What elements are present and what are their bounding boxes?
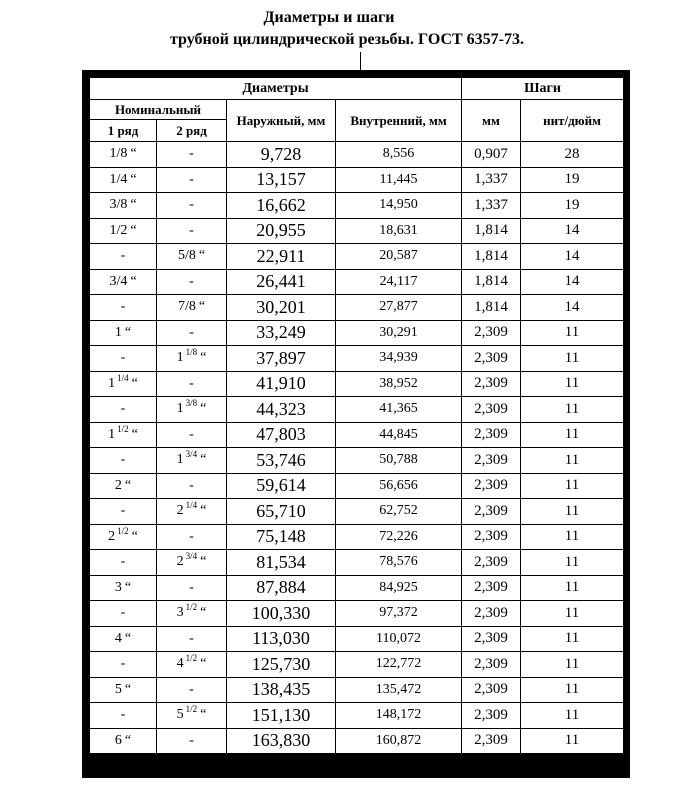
table-row bbox=[90, 269, 624, 295]
cell-row2 bbox=[157, 626, 227, 652]
cell-row1-value: 1/2 bbox=[109, 222, 128, 238]
table-row bbox=[90, 193, 624, 219]
cell-outer-diameter: 65,710 bbox=[227, 499, 336, 525]
cell-row1 bbox=[90, 677, 157, 703]
cell-step-mm: 2,309 bbox=[462, 677, 521, 703]
cell-inner-diameter: 11,445 bbox=[336, 167, 462, 193]
cell-row2-value: 4 bbox=[176, 656, 184, 672]
cell-step-mm: 2,309 bbox=[462, 499, 521, 525]
cell-step-mm: 2,309 bbox=[462, 371, 521, 397]
thread-table bbox=[89, 77, 624, 754]
cell-outer-diameter: 81,534 bbox=[227, 550, 336, 576]
table-row bbox=[90, 320, 624, 346]
table-row bbox=[90, 422, 624, 448]
cell-step-mm: 2,309 bbox=[462, 728, 521, 754]
cell-row1 bbox=[90, 346, 157, 372]
cell-row1-inch-mark: “ bbox=[130, 197, 137, 213]
cell-outer-diameter: 151,130 bbox=[227, 703, 336, 729]
cell-row2-value: - bbox=[189, 273, 194, 289]
cell-row1 bbox=[90, 218, 157, 244]
cell-row2-value: 7/8 bbox=[177, 299, 196, 315]
cell-threads-per-inch: 14 bbox=[521, 269, 624, 295]
cell-step-mm: 2,309 bbox=[462, 473, 521, 499]
cell-row2-value: - bbox=[189, 426, 194, 442]
cell-threads-per-inch: 28 bbox=[521, 142, 624, 168]
cell-row2 bbox=[157, 193, 227, 219]
cell-row1-inch-mark: “ bbox=[124, 579, 132, 595]
header-outer: Наружный, мм bbox=[227, 100, 336, 142]
cell-row2 bbox=[157, 601, 227, 627]
cell-step-mm: 2,309 bbox=[462, 601, 521, 627]
table-row bbox=[90, 575, 624, 601]
cell-row2-value: - bbox=[189, 681, 194, 697]
cell-row2 bbox=[157, 244, 227, 270]
cell-row1 bbox=[90, 601, 157, 627]
cell-row2-inch-mark: “ bbox=[198, 248, 206, 264]
cell-step-mm: 2,309 bbox=[462, 320, 521, 346]
cell-row2-value: 1 bbox=[176, 452, 184, 468]
cell-inner-diameter: 38,952 bbox=[336, 371, 462, 397]
table-row bbox=[90, 499, 624, 525]
cell-row2-inch-mark: “ bbox=[200, 401, 207, 417]
cell-threads-per-inch: 11 bbox=[521, 626, 624, 652]
cell-row2-value: 3 bbox=[176, 605, 184, 621]
cell-row1 bbox=[90, 167, 157, 193]
cell-inner-diameter: 34,939 bbox=[336, 346, 462, 372]
cell-row2-value: - bbox=[189, 324, 194, 340]
cell-outer-diameter: 87,884 bbox=[227, 575, 336, 601]
cell-threads-per-inch: 11 bbox=[521, 703, 624, 729]
cell-inner-diameter: 97,372 bbox=[336, 601, 462, 627]
cell-row1-value: 1/4 bbox=[109, 171, 128, 187]
cell-row2 bbox=[157, 703, 227, 729]
cell-row1-fraction: 1/4 bbox=[117, 372, 129, 383]
header-mm: мм bbox=[462, 100, 521, 142]
cell-row2 bbox=[157, 499, 227, 525]
cell-row1 bbox=[90, 448, 157, 474]
table-row bbox=[90, 677, 624, 703]
cell-row2 bbox=[157, 652, 227, 678]
cell-row2 bbox=[157, 295, 227, 321]
cell-outer-diameter: 20,955 bbox=[227, 218, 336, 244]
cell-row1 bbox=[90, 244, 157, 270]
cell-outer-diameter: 33,249 bbox=[227, 320, 336, 346]
cell-outer-diameter: 16,662 bbox=[227, 193, 336, 219]
cell-inner-diameter: 24,117 bbox=[336, 269, 462, 295]
table-row bbox=[90, 601, 624, 627]
cell-row2-inch-mark: “ bbox=[200, 707, 207, 723]
cell-step-mm: 2,309 bbox=[462, 550, 521, 576]
cell-row2-value: 5 bbox=[176, 707, 184, 723]
cell-inner-diameter: 8,556 bbox=[336, 142, 462, 168]
header-tpi: нит/дюйм bbox=[521, 100, 624, 142]
table-row bbox=[90, 550, 624, 576]
table-row bbox=[90, 371, 624, 397]
cell-threads-per-inch: 11 bbox=[521, 320, 624, 346]
cell-inner-diameter: 41,365 bbox=[336, 397, 462, 423]
cell-row1-inch-mark: “ bbox=[131, 528, 138, 544]
page-title: Диаметры и шаги bbox=[263, 9, 395, 26]
cell-row1-value: - bbox=[120, 554, 126, 570]
cell-outer-diameter: 37,897 bbox=[227, 346, 336, 372]
cell-step-mm: 2,309 bbox=[462, 524, 521, 550]
table-row bbox=[90, 524, 624, 550]
cell-row1-value: - bbox=[120, 350, 126, 366]
cell-row2-value: - bbox=[189, 375, 194, 391]
cell-row1-value: - bbox=[120, 299, 126, 315]
cell-inner-diameter: 148,172 bbox=[336, 703, 462, 729]
cell-row1 bbox=[90, 575, 157, 601]
cell-step-mm: 1,814 bbox=[462, 218, 521, 244]
cell-outer-diameter: 138,435 bbox=[227, 677, 336, 703]
cell-row2-value: - bbox=[189, 146, 194, 162]
cell-step-mm: 2,309 bbox=[462, 422, 521, 448]
cell-step-mm: 1,814 bbox=[462, 295, 521, 321]
cell-row1 bbox=[90, 499, 157, 525]
header-nominal: Номинальный bbox=[90, 100, 227, 120]
cell-threads-per-inch: 11 bbox=[521, 524, 624, 550]
header-steps: Шаги bbox=[462, 78, 624, 100]
cell-outer-diameter: 100,330 bbox=[227, 601, 336, 627]
cell-inner-diameter: 30,291 bbox=[336, 320, 462, 346]
cell-row2-value: - bbox=[189, 222, 194, 238]
cell-outer-diameter: 22,911 bbox=[227, 244, 336, 270]
header-inner: Внутренний, мм bbox=[336, 100, 462, 142]
cell-row1-inch-mark: “ bbox=[130, 222, 137, 238]
cell-step-mm: 2,309 bbox=[462, 703, 521, 729]
cell-outer-diameter: 163,830 bbox=[227, 728, 336, 754]
cell-threads-per-inch: 11 bbox=[521, 473, 624, 499]
cell-row1-inch-mark: “ bbox=[131, 426, 138, 442]
cell-row2-value: 1 bbox=[176, 350, 184, 366]
cell-row1-value: 1 bbox=[108, 426, 116, 442]
page-subtitle: трубной цилиндрической резьбы. ГОСТ 6357-73. bbox=[169, 31, 525, 48]
cell-outer-diameter: 75,148 bbox=[227, 524, 336, 550]
cell-row1-value: 3/8 bbox=[109, 197, 128, 213]
cell-outer-diameter: 59,614 bbox=[227, 473, 336, 499]
cell-row2-fraction: 3/8 bbox=[185, 398, 198, 409]
cell-row2 bbox=[157, 677, 227, 703]
cell-row1-value: - bbox=[120, 656, 126, 672]
cell-row2 bbox=[157, 473, 227, 499]
cell-row1-value: 3/4 bbox=[109, 273, 128, 289]
cell-row2-value: - bbox=[189, 732, 194, 748]
cell-row1-value: - bbox=[120, 401, 126, 417]
cell-outer-diameter: 44,323 bbox=[227, 397, 336, 423]
cell-row1-value: 1 bbox=[114, 324, 122, 340]
cell-threads-per-inch: 11 bbox=[521, 397, 624, 423]
cell-row1-value: 5 bbox=[114, 681, 122, 697]
cell-row1-value: 1/8 bbox=[109, 146, 128, 162]
cell-row1 bbox=[90, 193, 157, 219]
cell-step-mm: 1,814 bbox=[462, 269, 521, 295]
cell-row1-inch-mark: “ bbox=[124, 732, 132, 748]
cell-row2-value: - bbox=[189, 579, 194, 595]
cell-inner-diameter: 18,631 bbox=[336, 218, 462, 244]
table-row bbox=[90, 244, 624, 270]
cell-row1-value: - bbox=[120, 248, 126, 264]
table-frame bbox=[82, 70, 630, 778]
cell-step-mm: 1,337 bbox=[462, 193, 521, 219]
header-diameters: Диаметры bbox=[90, 78, 462, 100]
header-row2: 2 ряд bbox=[157, 120, 227, 142]
cell-row1-value: - bbox=[120, 503, 126, 519]
cell-inner-diameter: 14,950 bbox=[336, 193, 462, 219]
cell-outer-diameter: 53,746 bbox=[227, 448, 336, 474]
cell-row2 bbox=[157, 728, 227, 754]
cell-row2-inch-mark: “ bbox=[200, 503, 207, 519]
cell-threads-per-inch: 11 bbox=[521, 550, 624, 576]
table-row bbox=[90, 346, 624, 372]
table-row bbox=[90, 167, 624, 193]
table-row bbox=[90, 142, 624, 168]
cell-row1 bbox=[90, 550, 157, 576]
cell-row2 bbox=[157, 371, 227, 397]
cell-row2-fraction: 3/4 bbox=[185, 551, 198, 562]
header-row1: 1 ряд bbox=[90, 120, 157, 142]
cell-inner-diameter: 110,072 bbox=[336, 626, 462, 652]
cell-row1 bbox=[90, 295, 157, 321]
table-row bbox=[90, 218, 624, 244]
cell-row1-inch-mark: “ bbox=[130, 171, 137, 187]
cell-outer-diameter: 9,728 bbox=[227, 142, 336, 168]
cell-row1-inch-mark: “ bbox=[124, 630, 132, 646]
cell-row2-fraction: 1/2 bbox=[185, 602, 198, 613]
cell-step-mm: 2,309 bbox=[462, 448, 521, 474]
cell-row2-value: 5/8 bbox=[177, 248, 196, 264]
cell-threads-per-inch: 11 bbox=[521, 677, 624, 703]
cell-row2-fraction: 1/4 bbox=[185, 500, 198, 511]
cell-row1-value: 2 bbox=[114, 477, 122, 493]
cell-outer-diameter: 47,803 bbox=[227, 422, 336, 448]
cell-row1-fraction: 1/2 bbox=[117, 525, 129, 536]
cell-row2-inch-mark: “ bbox=[200, 605, 207, 621]
cell-row1 bbox=[90, 626, 157, 652]
cell-inner-diameter: 56,656 bbox=[336, 473, 462, 499]
cell-row1 bbox=[90, 397, 157, 423]
cell-row2-fraction: 1/8 bbox=[185, 347, 198, 358]
cell-threads-per-inch: 11 bbox=[521, 371, 624, 397]
cell-row1 bbox=[90, 320, 157, 346]
cell-row1-inch-mark: “ bbox=[124, 324, 132, 340]
cell-inner-diameter: 44,845 bbox=[336, 422, 462, 448]
cell-inner-diameter: 72,226 bbox=[336, 524, 462, 550]
cell-row2-inch-mark: “ bbox=[200, 350, 207, 366]
cell-row2 bbox=[157, 167, 227, 193]
cell-inner-diameter: 62,752 bbox=[336, 499, 462, 525]
cell-threads-per-inch: 11 bbox=[521, 601, 624, 627]
cell-row2-value: - bbox=[189, 630, 194, 646]
cell-outer-diameter: 13,157 bbox=[227, 167, 336, 193]
title-connector-line bbox=[360, 52, 361, 72]
cell-row1 bbox=[90, 142, 157, 168]
cell-row2 bbox=[157, 575, 227, 601]
cell-row1 bbox=[90, 371, 157, 397]
cell-row2-fraction: 1/2 bbox=[185, 653, 198, 664]
cell-threads-per-inch: 11 bbox=[521, 499, 624, 525]
cell-row1-inch-mark: “ bbox=[130, 146, 137, 162]
cell-row2-value: 1 bbox=[176, 401, 184, 417]
cell-step-mm: 1,814 bbox=[462, 244, 521, 270]
cell-outer-diameter: 30,201 bbox=[227, 295, 336, 321]
cell-threads-per-inch: 19 bbox=[521, 193, 624, 219]
cell-row2 bbox=[157, 269, 227, 295]
cell-step-mm: 2,309 bbox=[462, 575, 521, 601]
cell-row2 bbox=[157, 218, 227, 244]
cell-row2 bbox=[157, 448, 227, 474]
cell-row2-value: - bbox=[189, 197, 194, 213]
cell-row1-inch-mark: “ bbox=[130, 273, 137, 289]
cell-threads-per-inch: 11 bbox=[521, 652, 624, 678]
cell-row1-value: - bbox=[120, 452, 126, 468]
cell-row1 bbox=[90, 703, 157, 729]
cell-row2 bbox=[157, 142, 227, 168]
cell-row1-fraction: 1/2 bbox=[117, 423, 129, 434]
table-row bbox=[90, 728, 624, 754]
cell-row1-value: 4 bbox=[114, 630, 122, 646]
cell-row1-value: 6 bbox=[114, 732, 122, 748]
cell-step-mm: 1,337 bbox=[462, 167, 521, 193]
cell-row1-value: 1 bbox=[108, 375, 116, 391]
cell-row2-value: - bbox=[189, 477, 194, 493]
cell-row2 bbox=[157, 524, 227, 550]
cell-inner-diameter: 20,587 bbox=[336, 244, 462, 270]
cell-row2-value: - bbox=[189, 171, 194, 187]
cell-row1 bbox=[90, 269, 157, 295]
cell-row2-value: - bbox=[189, 528, 194, 544]
cell-row2-inch-mark: “ bbox=[198, 299, 206, 315]
cell-row1-value: - bbox=[120, 707, 126, 723]
cell-row1-value: 3 bbox=[114, 579, 122, 595]
cell-row2-inch-mark: “ bbox=[200, 656, 207, 672]
cell-step-mm: 2,309 bbox=[462, 652, 521, 678]
cell-row1 bbox=[90, 422, 157, 448]
cell-outer-diameter: 26,441 bbox=[227, 269, 336, 295]
cell-row2-inch-mark: “ bbox=[200, 452, 207, 468]
cell-threads-per-inch: 14 bbox=[521, 244, 624, 270]
cell-row2-fraction: 3/4 bbox=[185, 449, 198, 460]
cell-inner-diameter: 27,877 bbox=[336, 295, 462, 321]
cell-row2 bbox=[157, 397, 227, 423]
cell-row2 bbox=[157, 550, 227, 576]
cell-step-mm: 2,309 bbox=[462, 397, 521, 423]
table-row bbox=[90, 473, 624, 499]
cell-outer-diameter: 113,030 bbox=[227, 626, 336, 652]
cell-step-mm: 2,309 bbox=[462, 626, 521, 652]
cell-inner-diameter: 84,925 bbox=[336, 575, 462, 601]
cell-row2 bbox=[157, 346, 227, 372]
table-row bbox=[90, 652, 624, 678]
cell-row2-fraction: 1/2 bbox=[185, 704, 198, 715]
cell-row1 bbox=[90, 728, 157, 754]
cell-row1 bbox=[90, 652, 157, 678]
cell-outer-diameter: 41,910 bbox=[227, 371, 336, 397]
cell-threads-per-inch: 19 bbox=[521, 167, 624, 193]
cell-row2-value: 2 bbox=[176, 503, 184, 519]
cell-threads-per-inch: 14 bbox=[521, 218, 624, 244]
cell-inner-diameter: 160,872 bbox=[336, 728, 462, 754]
cell-row1-inch-mark: “ bbox=[124, 681, 132, 697]
cell-threads-per-inch: 11 bbox=[521, 346, 624, 372]
cell-row2 bbox=[157, 320, 227, 346]
cell-row2-value: 2 bbox=[176, 554, 184, 570]
cell-row1-inch-mark: “ bbox=[124, 477, 132, 493]
cell-row1 bbox=[90, 473, 157, 499]
cell-threads-per-inch: 11 bbox=[521, 575, 624, 601]
table-body bbox=[90, 142, 624, 754]
cell-inner-diameter: 78,576 bbox=[336, 550, 462, 576]
table-row bbox=[90, 703, 624, 729]
cell-threads-per-inch: 11 bbox=[521, 728, 624, 754]
cell-outer-diameter: 125,730 bbox=[227, 652, 336, 678]
cell-inner-diameter: 50,788 bbox=[336, 448, 462, 474]
cell-threads-per-inch: 11 bbox=[521, 422, 624, 448]
table-row bbox=[90, 626, 624, 652]
cell-row1 bbox=[90, 524, 157, 550]
cell-row2-inch-mark: “ bbox=[200, 554, 207, 570]
cell-threads-per-inch: 11 bbox=[521, 448, 624, 474]
table-row bbox=[90, 397, 624, 423]
cell-row1-value: - bbox=[120, 605, 126, 621]
cell-step-mm: 2,309 bbox=[462, 346, 521, 372]
cell-step-mm: 0,907 bbox=[462, 142, 521, 168]
cell-inner-diameter: 122,772 bbox=[336, 652, 462, 678]
cell-row2 bbox=[157, 422, 227, 448]
cell-row1-value: 2 bbox=[108, 528, 116, 544]
cell-inner-diameter: 135,472 bbox=[336, 677, 462, 703]
cell-threads-per-inch: 14 bbox=[521, 295, 624, 321]
table-row bbox=[90, 448, 624, 474]
cell-row1-inch-mark: “ bbox=[131, 375, 138, 391]
table-row bbox=[90, 295, 624, 321]
